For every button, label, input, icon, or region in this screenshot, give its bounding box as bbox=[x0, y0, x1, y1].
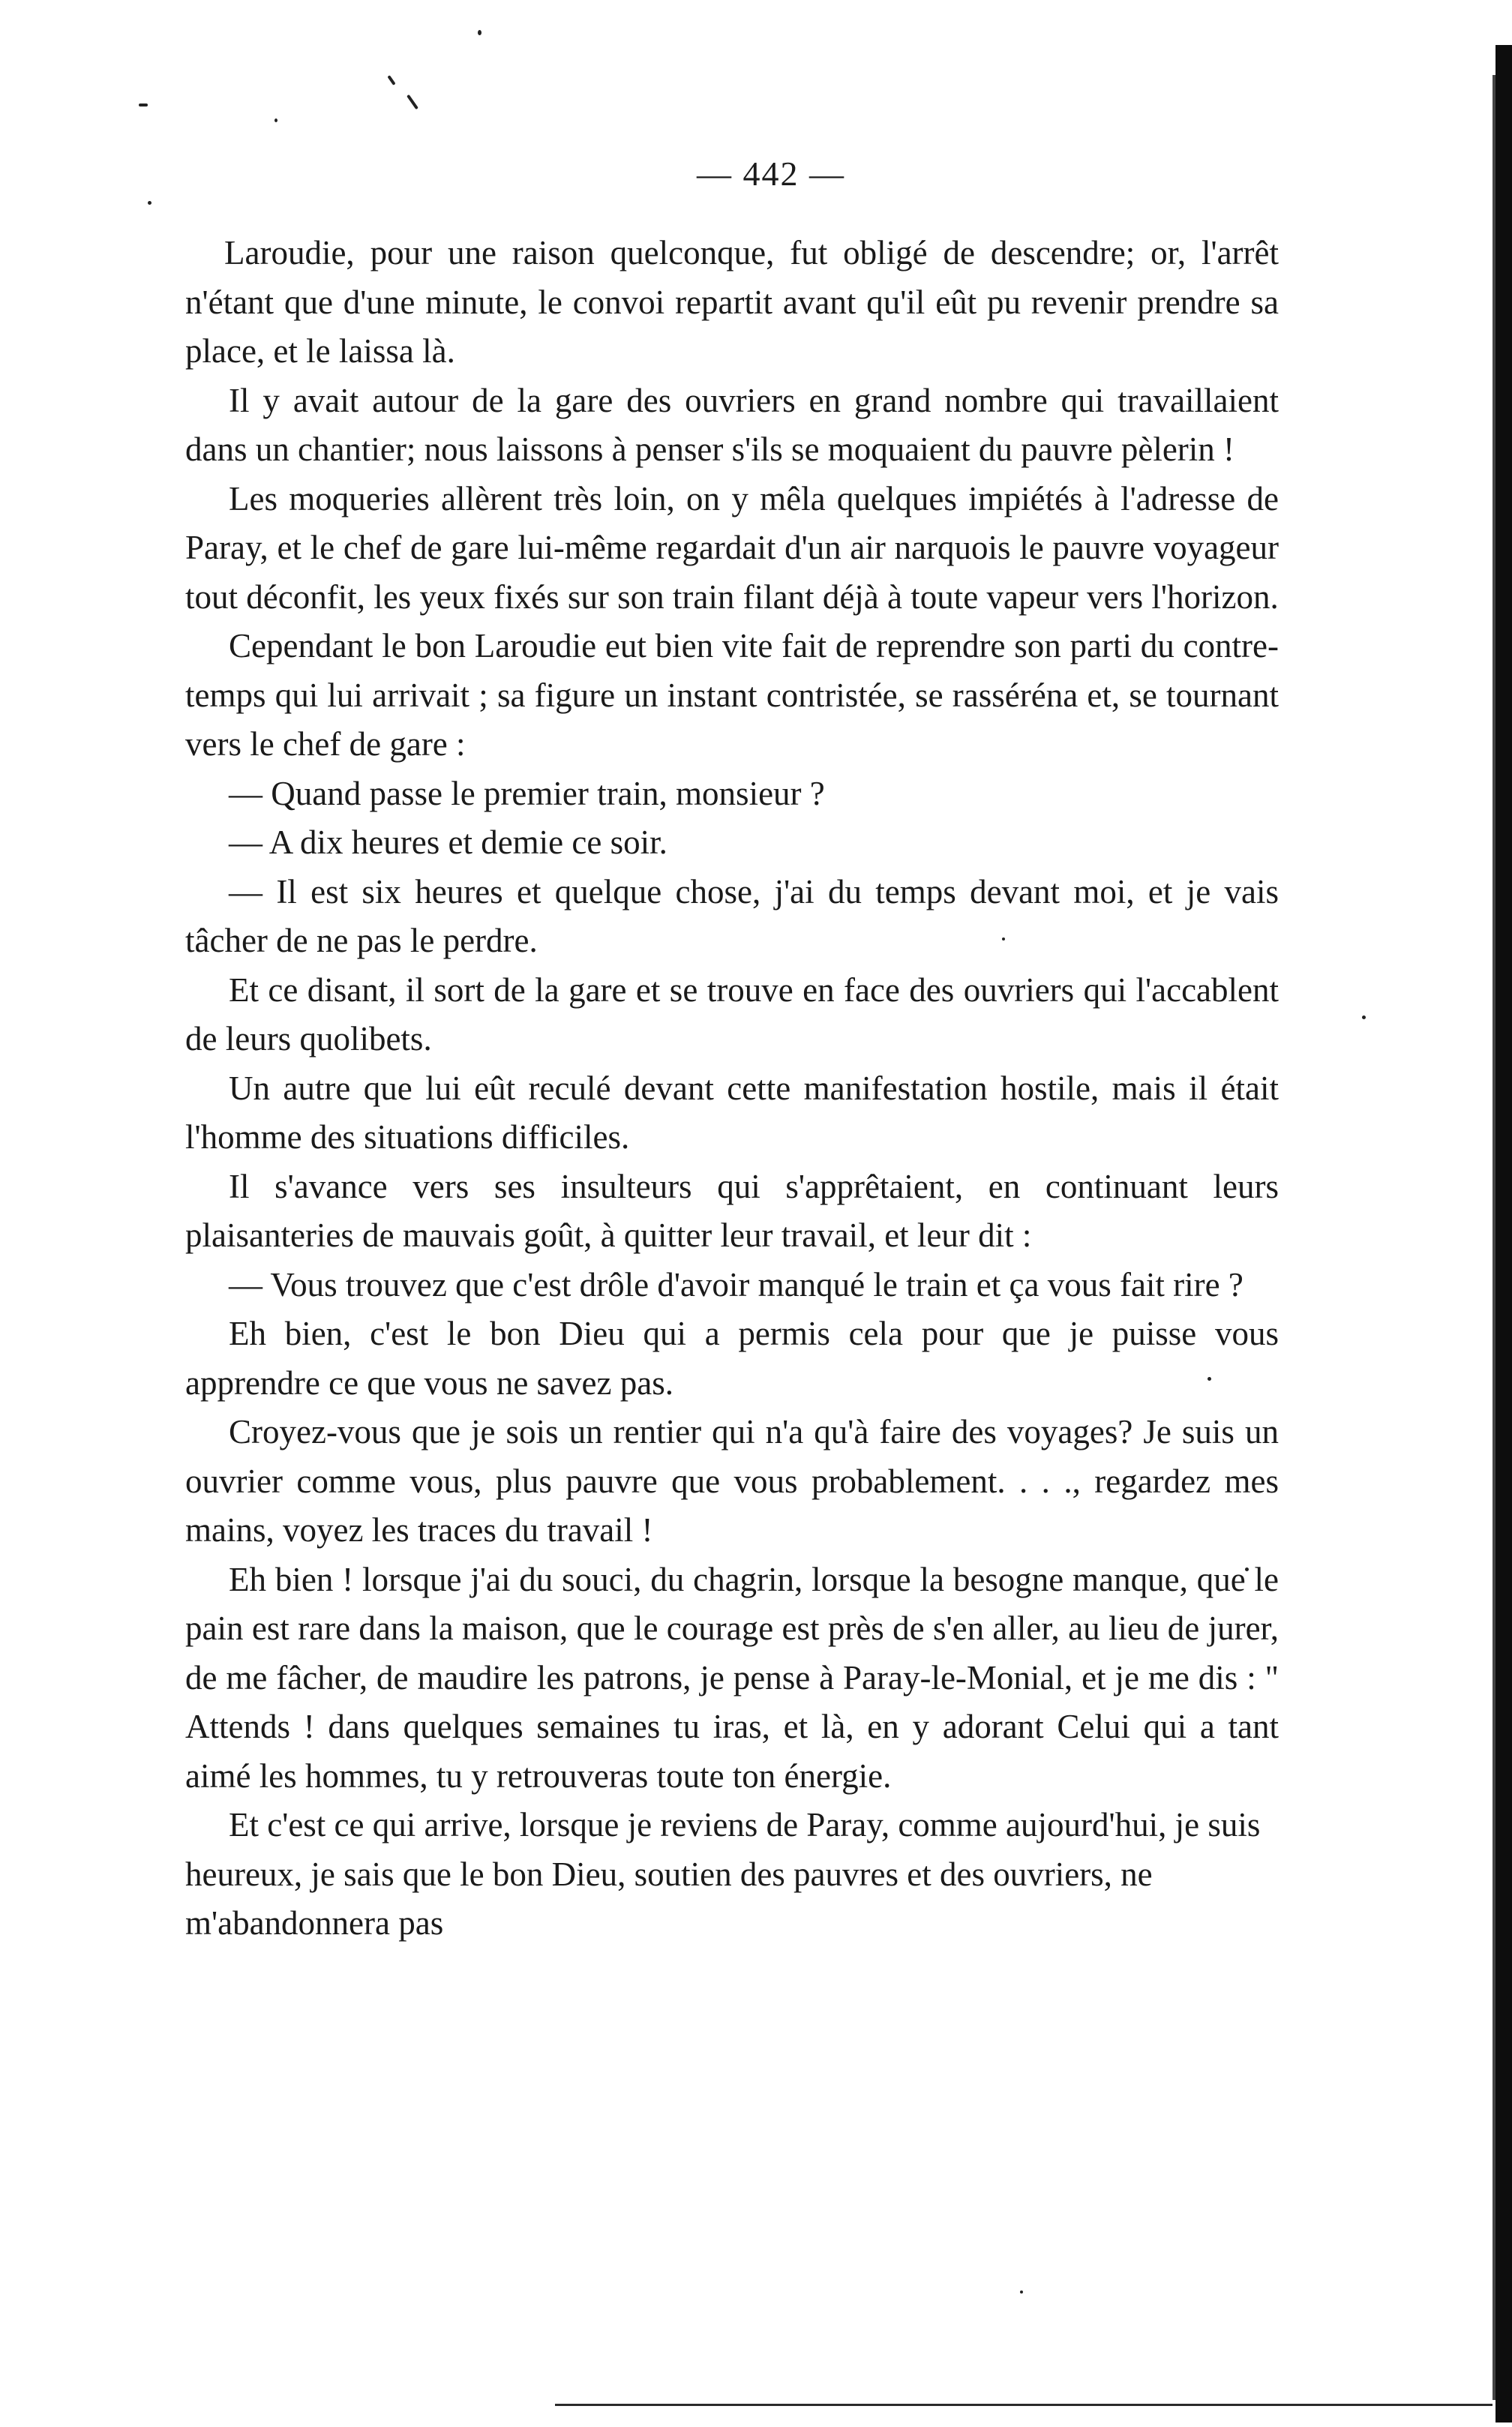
dialogue-line: — Vous trouvez que c'est drôle d'avoir manqué le train et ça vous fait rire ? bbox=[229, 1265, 1244, 1304]
ink-speck bbox=[478, 30, 482, 35]
paragraph: Il s'avance vers ses insulteurs qui s'apprêtaient, en continuant leurs plaisanteries de mauvais goût, à quitter leur travail, et leur dit : bbox=[185, 1167, 1279, 1254]
ink-speck bbox=[274, 118, 278, 122]
paragraph: Cependant le bon Laroudie eut bien vite fait de reprendre son parti du contre-temps qui lui arrivait ; sa figure un instant contristée, se rasséréna et, se tournant vers le chef de gare : bbox=[185, 627, 1279, 763]
paragraph: Il y avait autour de la gare des ouvriers en grand nombre qui travaillaient dans un chantier; nous laissons à penser s'ils se moquaient du pauvre pèlerin ! bbox=[185, 381, 1279, 468]
ink-speck bbox=[1020, 2290, 1023, 2294]
paragraph: Et ce disant, il sort de la gare et se trouve en face des ouvriers qui l'accablent de leurs quolibets. bbox=[185, 970, 1279, 1058]
body-text bbox=[185, 229, 1279, 1948]
paragraph: Laroudie, pour une raison quelconque, fut obligé de descendre; or, l'arrêt n'étant que d'une minute, le convoi repartit avant qu'il eût pu revenir prendre sa place, et le laissa là. bbox=[185, 234, 1279, 370]
page-number-text: — 442 — bbox=[697, 154, 845, 193]
dialogue-line: — Quand passe le premier train, monsieur ? bbox=[229, 774, 825, 812]
dialogue-line: — A dix heures et demie ce soir. bbox=[229, 824, 668, 861]
dialogue-line: — Il est six heures et quelque chose, j'ai du temps devant moi, et je vais tâcher de ne pas le perdre. bbox=[185, 872, 1279, 959]
ink-speck bbox=[139, 104, 148, 106]
scan-bottom-line bbox=[555, 2404, 1492, 2406]
ink-speck bbox=[387, 75, 395, 86]
paragraph: Eh bien, c'est le bon Dieu qui a permis cela pour que je puisse vous apprendre ce que vous ne savez pas. bbox=[185, 1315, 1279, 1402]
ink-speck bbox=[406, 94, 418, 110]
paragraph: Un autre que lui eût reculé devant cette manifestation hostile, mais il était l'homme des situations difficiles. bbox=[185, 1069, 1279, 1156]
paragraph: Et c'est ce qui arrive, lorsque je reviens de Paray, comme aujourd'hui, je suis heureux, je sais que le bon Dieu, soutien des pauvres et des ouvriers, ne m'abandonnera pas bbox=[185, 1806, 1261, 1942]
page-number bbox=[0, 154, 1512, 194]
ink-speck bbox=[1362, 1016, 1366, 1019]
scan-edge-bar bbox=[1496, 45, 1512, 2422]
paragraph: Eh bien ! lorsque j'ai du souci, du chagrin, lorsque la besogne manque, que le pain est rare dans la maison, que le courage est près de s'en aller, au lieu de jurer, de me fâcher, de maudire les patrons, je pense à Paray-le-Monial, et je me dis : " Attends ! dans quelques semaines tu iras, et là, en y adorant Celui qui a tant aimé les hommes, tu y retrouveras toute ton énergie. bbox=[185, 1560, 1279, 1795]
paragraph: Les moqueries allèrent très loin, on y mêla quelques impiétés à l'adresse de Paray, et le chef de gare lui-même regardait d'un air narquois le pauvre voyageur tout déconfit, les yeux fixés sur son train filant déjà à toute vapeur vers l'horizon. bbox=[185, 479, 1279, 616]
ink-speck bbox=[148, 201, 152, 205]
paragraph: Croyez-vous que je sois un rentier qui n'a qu'à faire des voyages? Je suis un ouvrier comme vous, plus pauvre que vous probablement. . . ., regardez mes mains, voyez les traces du travail ! bbox=[185, 1413, 1279, 1549]
